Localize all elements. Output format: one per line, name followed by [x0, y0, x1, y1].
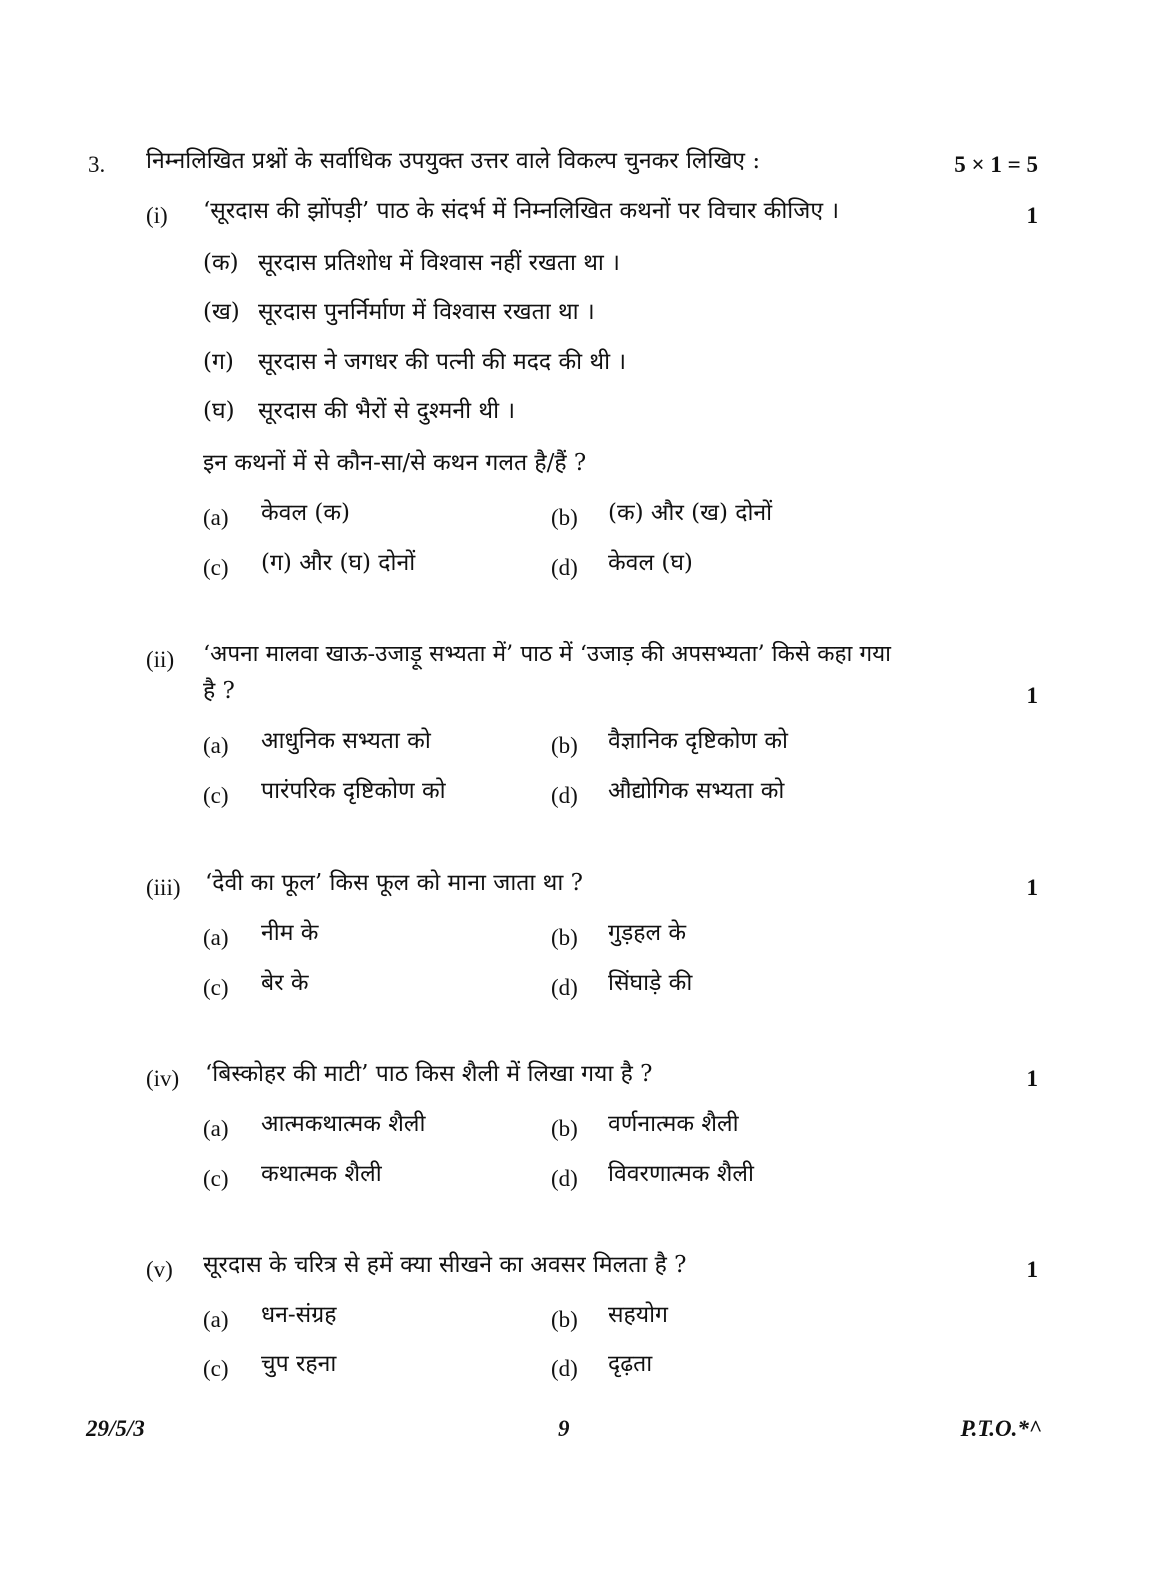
option-text: केवल (घ) — [608, 550, 693, 576]
option-text: औद्योगिक सभ्यता को — [608, 778, 785, 804]
option-text: दृढ़ता — [608, 1351, 653, 1377]
option-label: (b) — [551, 1116, 578, 1141]
option-text: चुप रहना — [261, 1351, 337, 1377]
part-label: (ii) — [146, 647, 175, 672]
part-label: (i) — [146, 203, 168, 228]
option-text: सिंघाड़े की — [608, 970, 693, 996]
option-label: (b) — [551, 733, 578, 758]
part-label: (v) — [146, 1257, 173, 1282]
option-text: कथात्मक शैली — [261, 1161, 382, 1187]
option-label: (d) — [551, 555, 578, 580]
option-text: सहयोग — [608, 1302, 669, 1328]
option-text: बेर के — [261, 970, 309, 996]
pto-mark: P.T.O.*^ — [960, 1416, 1042, 1441]
option-text: (क) और (ख) दोनों — [608, 500, 773, 526]
part-question-text: ‘बिस्कोहर की माटी’ पाठ किस शैली में लिखा गया है ? — [205, 1061, 653, 1087]
page-number: 9 — [558, 1416, 570, 1441]
question-number: 3. — [88, 152, 106, 177]
option-label: (d) — [551, 1166, 578, 1191]
option-text: वर्णनात्मक शैली — [608, 1111, 739, 1137]
part-question-text: ‘अपना मालवा खाऊ-उजाड़ू सभ्यता में’ पाठ में ‘उजाड़ की अपसभ्यता’ किसे कहा गया — [203, 641, 892, 667]
part-question-text: ‘देवी का फूल’ किस फूल को माना जाता था ? — [205, 870, 583, 896]
part-label: (iv) — [146, 1066, 180, 1091]
statement-label: (ग) — [203, 349, 234, 375]
statement-text: सूरदास पुनर्निर्माण में विश्वास रखता था । — [258, 299, 595, 325]
part-question-text: सूरदास के चरित्र से हमें क्या सीखने का अवसर मिलता है ? — [203, 1252, 687, 1278]
statement-text: सूरदास की भैरों से दुश्मनी थी । — [258, 398, 516, 424]
option-text: वैज्ञानिक दृष्टिकोण को — [608, 728, 788, 754]
option-label: (a) — [203, 505, 229, 530]
option-label: (b) — [551, 1307, 578, 1332]
statement-label: (घ) — [203, 398, 235, 424]
question-instruction: निम्नलिखित प्रश्नों के सर्वाधिक उपयुक्त उत्तर वाले विकल्प चुनकर लिखिए : — [146, 148, 761, 174]
part-label: (iii) — [146, 875, 181, 900]
part-marks: 1 — [1026, 875, 1038, 900]
option-label: (c) — [203, 783, 229, 808]
statement-label: (ख) — [203, 299, 240, 325]
option-label: (c) — [203, 1356, 229, 1381]
statement-label: (क) — [203, 250, 239, 276]
statement-text: सूरदास प्रतिशोध में विश्वास नहीं रखता था । — [258, 250, 620, 276]
option-label: (d) — [551, 975, 578, 1000]
part-marks: 1 — [1026, 683, 1038, 708]
option-text: धन-संग्रह — [261, 1302, 337, 1328]
option-text: गुड़हल के — [608, 920, 687, 946]
option-label: (b) — [551, 925, 578, 950]
option-label: (a) — [203, 1116, 229, 1141]
part-marks: 1 — [1026, 203, 1038, 228]
statement-text: सूरदास ने जगधर की पत्नी की मदद की थी । — [258, 349, 627, 375]
option-label: (c) — [203, 1166, 229, 1191]
part-prompt: इन कथनों में से कौन-सा/से कथन गलत है/हैं ? — [203, 450, 587, 476]
part-marks: 1 — [1026, 1066, 1038, 1091]
option-text: नीम के — [261, 920, 319, 946]
option-label: (d) — [551, 1356, 578, 1381]
option-label: (a) — [203, 733, 229, 758]
option-text: पारंपरिक दृष्टिकोण को — [261, 778, 446, 804]
option-label: (c) — [203, 555, 229, 580]
part-question-text: ‘सूरदास की झोंपड़ी’ पाठ के संदर्भ में निम्नलिखित कथनों पर विचार कीजिए । — [203, 198, 840, 224]
option-label: (c) — [203, 975, 229, 1000]
question-marks: 5 × 1 = 5 — [954, 152, 1038, 177]
option-label: (d) — [551, 783, 578, 808]
option-label: (a) — [203, 925, 229, 950]
option-text: आत्मकथात्मक शैली — [261, 1111, 426, 1137]
option-text: आधुनिक सभ्यता को — [261, 728, 431, 754]
part-marks: 1 — [1026, 1257, 1038, 1282]
part-question-text-continued: है ? — [203, 678, 235, 704]
option-label: (b) — [551, 505, 578, 530]
paper-code: 29/5/3 — [86, 1416, 145, 1441]
option-text: केवल (क) — [261, 500, 350, 526]
option-text: (ग) और (घ) दोनों — [261, 550, 416, 576]
option-label: (a) — [203, 1307, 229, 1332]
option-text: विवरणात्मक शैली — [608, 1161, 754, 1187]
